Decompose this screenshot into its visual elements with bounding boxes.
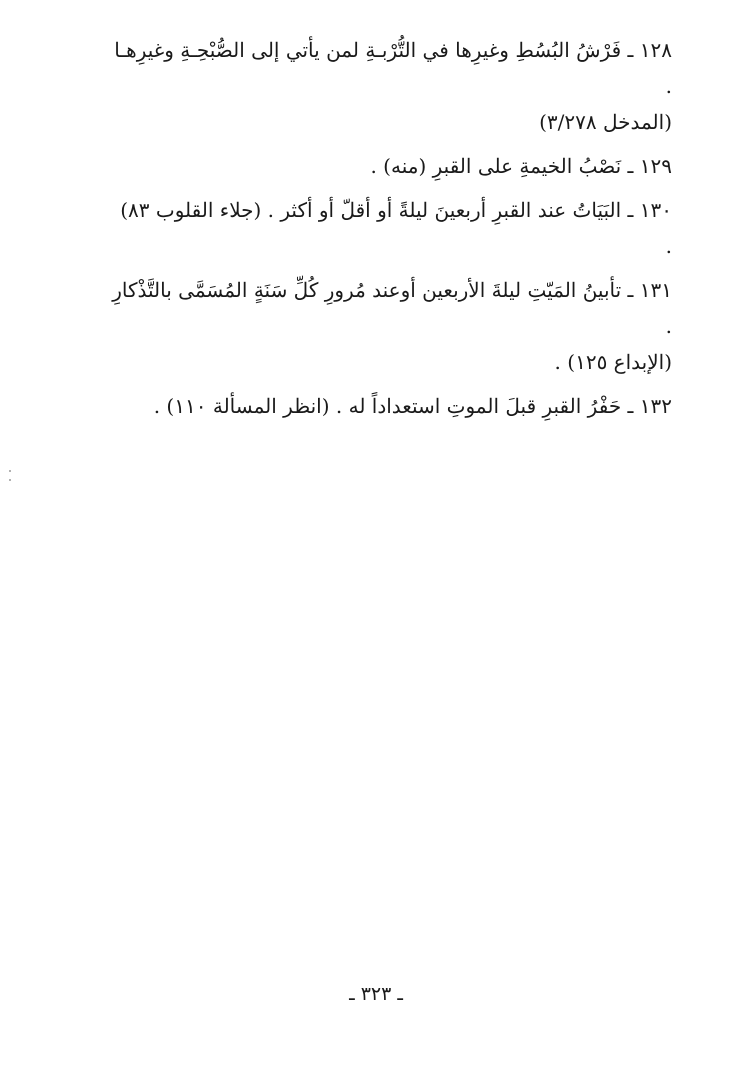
entry-128: ١٢٨ ـ فَرْشُ البُسُطِ وغيرِها في التُّرْبـةِ لمن يأتي إلى الصُّبْحِـةِ وغيرِهـا . [114, 38, 672, 98]
scan-speck [9, 470, 11, 472]
entry-132: ١٣٢ ـ حَفْرُ القبرِ قبلَ الموتِ استعداداً له . (انظر المسألة ١١٠) . [153, 394, 672, 418]
text-body [112, 32, 672, 424]
entry-131-source: (الإبداع ١٢٥) . [554, 350, 672, 374]
entry-130: ١٣٠ ـ البَيَاتُ عند القبرِ أربعينَ ليلةً أو أقلّ أو أكثر . (جلاء القلوب ٨٣) . [120, 198, 672, 258]
scan-speck [9, 479, 11, 481]
page-number: ـ ٣٢٣ ـ [349, 983, 403, 1005]
entry-129: ١٢٩ ـ نَصْبُ الخيمةِ على القبرِ (منه) . [370, 154, 672, 178]
entry-128-source: (المدخل ٣/٢٧٨) [539, 110, 672, 134]
entry-131: ١٣١ ـ تأبينُ المَيّتِ ليلةَ الأربعين أوعند مُرورِ كُلِّ سَنَةٍ المُسَمَّى بالتَّذْكارِ . [112, 278, 672, 338]
